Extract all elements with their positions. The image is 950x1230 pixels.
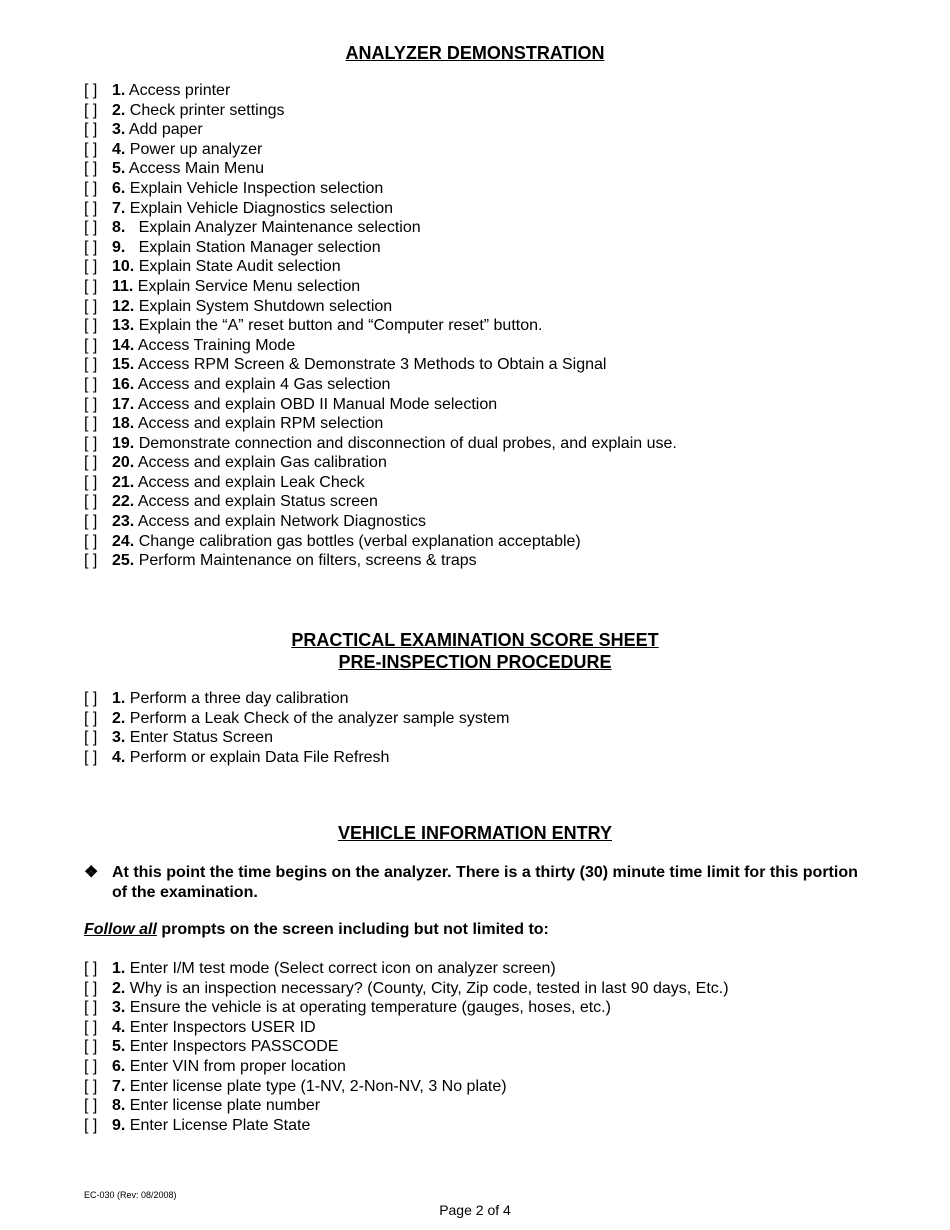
item-text: Access and explain RPM selection bbox=[134, 415, 384, 433]
item-text: Enter license plate number bbox=[125, 1097, 321, 1115]
checkbox-brackets[interactable]: [ ] bbox=[84, 1077, 98, 1095]
checklist-item bbox=[84, 709, 510, 729]
checkbox-brackets[interactable]: [ ] bbox=[84, 199, 98, 217]
item-number: 3. bbox=[112, 999, 126, 1017]
item-number: 17. bbox=[112, 395, 135, 413]
item-number: 4. bbox=[112, 1018, 126, 1036]
item-text: Demonstrate connection and disconnection of dual probes, and explain use. bbox=[134, 434, 677, 452]
checklist-item bbox=[84, 238, 677, 258]
checklist-item bbox=[84, 179, 677, 199]
vehicle-information-checklist bbox=[84, 959, 729, 1135]
diamond-bullet-icon: ❖ bbox=[84, 864, 99, 881]
checklist-item bbox=[84, 998, 729, 1018]
checkbox-brackets[interactable]: [ ] bbox=[84, 552, 98, 570]
checklist-item bbox=[84, 218, 677, 238]
item-number: 2. bbox=[112, 101, 126, 119]
analyzer-demonstration-title: ANALYZER DEMONSTRATION bbox=[345, 43, 605, 63]
item-text: Perform a three day calibration bbox=[125, 690, 349, 707]
item-number: 9. bbox=[112, 1116, 126, 1134]
item-number: 8. bbox=[112, 219, 126, 237]
checkbox-brackets[interactable]: [ ] bbox=[84, 140, 98, 158]
checkbox-brackets[interactable]: [ ] bbox=[84, 434, 98, 452]
checkbox-brackets[interactable]: [ ] bbox=[84, 121, 98, 139]
checklist-item bbox=[84, 375, 677, 395]
checklist-item bbox=[84, 434, 677, 454]
item-number: 14. bbox=[112, 336, 135, 354]
checkbox-brackets[interactable]: [ ] bbox=[84, 960, 98, 977]
checkbox-brackets[interactable]: [ ] bbox=[84, 513, 98, 531]
item-text: Explain State Audit selection bbox=[134, 258, 341, 276]
checkbox-brackets[interactable]: [ ] bbox=[84, 277, 98, 295]
form-revision-id: EC-030 (Rev: 08/2008) bbox=[84, 1190, 177, 1200]
item-text: Access and explain Network Diagnostics bbox=[134, 513, 426, 531]
item-text: Explain Vehicle Inspection selection bbox=[125, 179, 384, 197]
item-number: 6. bbox=[112, 1057, 126, 1075]
item-number: 19. bbox=[112, 434, 135, 452]
item-text: Access printer bbox=[125, 82, 231, 99]
checklist-item bbox=[84, 1096, 729, 1116]
checklist-item bbox=[84, 199, 677, 219]
checklist-item bbox=[84, 551, 677, 571]
item-number: 22. bbox=[112, 493, 135, 511]
item-text: Enter Inspectors USER ID bbox=[125, 1018, 316, 1036]
time-limit-text: At this point the time begins on the analyzer. There is a thirty (30) minute time limit for this portion of the examination. bbox=[112, 864, 858, 901]
checklist-item bbox=[84, 453, 677, 473]
checkbox-brackets[interactable]: [ ] bbox=[84, 238, 98, 256]
item-number: 18. bbox=[112, 415, 135, 433]
item-text: Access Training Mode bbox=[134, 336, 296, 354]
checkbox-brackets[interactable]: [ ] bbox=[84, 979, 98, 997]
item-number: 23. bbox=[112, 513, 135, 531]
item-text: Perform a Leak Check of the analyzer sample system bbox=[125, 709, 510, 727]
checkbox-brackets[interactable]: [ ] bbox=[84, 297, 98, 315]
vehicle-information-title: VEHICLE INFORMATION ENTRY bbox=[338, 823, 612, 843]
checkbox-brackets[interactable]: [ ] bbox=[84, 160, 98, 178]
item-text: Check printer settings bbox=[125, 101, 285, 119]
item-text: Access and explain Status screen bbox=[134, 493, 378, 511]
item-text: Enter License Plate State bbox=[125, 1116, 311, 1134]
checklist-item bbox=[84, 1116, 729, 1136]
checkbox-brackets[interactable]: [ ] bbox=[84, 179, 98, 197]
item-number: 7. bbox=[112, 199, 126, 217]
item-number: 6. bbox=[112, 179, 126, 197]
checklist-item bbox=[84, 492, 677, 512]
item-number: 13. bbox=[112, 317, 135, 335]
checklist-item bbox=[84, 81, 677, 101]
item-number: 4. bbox=[112, 748, 126, 766]
item-text: Ensure the vehicle is at operating temperature (gauges, hoses, etc.) bbox=[125, 999, 611, 1017]
checkbox-brackets[interactable]: [ ] bbox=[84, 82, 98, 99]
item-number: 1. bbox=[112, 960, 126, 977]
item-text: Access and explain 4 Gas selection bbox=[134, 375, 391, 393]
item-text: Add paper bbox=[125, 121, 203, 139]
item-number: 5. bbox=[112, 1038, 126, 1056]
item-number: 2. bbox=[112, 709, 126, 727]
checklist-item bbox=[84, 257, 677, 277]
checklist-item bbox=[84, 355, 677, 375]
checkbox-brackets[interactable]: [ ] bbox=[84, 690, 98, 707]
item-number: 25. bbox=[112, 552, 135, 570]
score-sheet-title: PRACTICAL EXAMINATION SCORE SHEET bbox=[291, 630, 659, 650]
checkbox-brackets[interactable]: [ ] bbox=[84, 1116, 98, 1134]
checklist-item bbox=[84, 979, 729, 999]
checklist-item bbox=[84, 1018, 729, 1038]
item-text: Why is an inspection necessary? (County, City, Zip code, tested in last 90 days, Etc.) bbox=[125, 979, 729, 997]
checklist-item bbox=[84, 120, 677, 140]
checkbox-brackets[interactable]: [ ] bbox=[84, 1038, 98, 1056]
checklist-item bbox=[84, 959, 729, 979]
checklist-item bbox=[84, 1057, 729, 1077]
checkbox-brackets[interactable]: [ ] bbox=[84, 748, 98, 766]
item-number: 5. bbox=[112, 160, 126, 178]
item-number: 8. bbox=[112, 1097, 126, 1115]
checklist-item bbox=[84, 689, 510, 709]
item-text: Access and explain Gas calibration bbox=[134, 454, 387, 472]
item-number: 7. bbox=[112, 1077, 126, 1095]
item-number: 3. bbox=[112, 729, 126, 747]
checkbox-brackets[interactable]: [ ] bbox=[84, 493, 98, 511]
checklist-item bbox=[84, 748, 510, 768]
checkbox-brackets[interactable]: [ ] bbox=[84, 336, 98, 354]
checklist-item bbox=[84, 297, 677, 317]
checklist-item bbox=[84, 316, 677, 336]
item-number: 10. bbox=[112, 258, 135, 276]
follow-prompts-text: prompts on the screen including but not limited to: bbox=[156, 921, 549, 938]
checkbox-brackets[interactable]: [ ] bbox=[84, 454, 98, 472]
checkbox-brackets[interactable]: [ ] bbox=[84, 1057, 98, 1075]
pre-inspection-checklist bbox=[84, 689, 510, 767]
checklist-item bbox=[84, 473, 677, 493]
checkbox-brackets[interactable]: [ ] bbox=[84, 532, 98, 550]
checkbox-brackets[interactable]: [ ] bbox=[84, 999, 98, 1017]
item-number: 24. bbox=[112, 532, 135, 550]
item-number: 2. bbox=[112, 979, 126, 997]
item-text: Change calibration gas bottles (verbal explanation acceptable) bbox=[134, 532, 581, 550]
checkbox-brackets[interactable]: [ ] bbox=[84, 317, 98, 335]
item-text: Enter VIN from proper location bbox=[125, 1057, 346, 1075]
checkbox-brackets[interactable]: [ ] bbox=[84, 101, 98, 119]
checklist-item bbox=[84, 1037, 729, 1057]
item-text: Explain Service Menu selection bbox=[133, 277, 361, 295]
follow-all-emphasis: Follow all bbox=[84, 921, 157, 938]
checklist-item bbox=[84, 532, 677, 552]
item-number: 20. bbox=[112, 454, 135, 472]
item-text: Perform or explain Data File Refresh bbox=[125, 748, 390, 766]
checklist-item bbox=[84, 512, 677, 532]
checkbox-brackets[interactable]: [ ] bbox=[84, 1018, 98, 1036]
item-text: Enter Status Screen bbox=[125, 729, 273, 747]
checkbox-brackets[interactable]: [ ] bbox=[84, 415, 98, 433]
item-text: Access and explain Leak Check bbox=[134, 473, 365, 491]
item-number: 21. bbox=[112, 473, 135, 491]
checkbox-brackets[interactable]: [ ] bbox=[84, 709, 98, 727]
checklist-item bbox=[84, 414, 677, 434]
item-text: Explain Analyzer Maintenance selection bbox=[125, 219, 421, 237]
item-text: Enter I/M test mode (Select correct icon on analyzer screen) bbox=[125, 960, 556, 977]
checklist-item bbox=[84, 101, 677, 121]
checklist-item bbox=[84, 140, 677, 160]
item-text: Access and explain OBD II Manual Mode selection bbox=[134, 395, 498, 413]
item-text: Access Main Menu bbox=[125, 160, 265, 178]
checkbox-brackets[interactable]: [ ] bbox=[84, 258, 98, 276]
item-number: 11. bbox=[112, 277, 134, 295]
checklist-item bbox=[84, 159, 677, 179]
checkbox-brackets[interactable]: [ ] bbox=[84, 395, 98, 413]
checkbox-brackets[interactable]: [ ] bbox=[84, 473, 98, 491]
item-number: 12. bbox=[112, 297, 135, 315]
item-number: 16. bbox=[112, 375, 135, 393]
item-text: Perform Maintenance on filters, screens & traps bbox=[134, 552, 477, 570]
page-number: Page 2 of 4 bbox=[439, 1202, 511, 1218]
item-text: Access RPM Screen & Demonstrate 3 Methods to Obtain a Signal bbox=[134, 356, 607, 374]
time-limit-note bbox=[84, 863, 864, 905]
item-number: 1. bbox=[112, 82, 126, 99]
item-number: 9. bbox=[112, 238, 126, 256]
checkbox-brackets[interactable]: [ ] bbox=[84, 1097, 98, 1115]
item-text: Power up analyzer bbox=[125, 140, 263, 158]
checkbox-brackets[interactable]: [ ] bbox=[84, 219, 98, 237]
follow-prompts-instruction bbox=[84, 920, 549, 940]
checklist-item bbox=[84, 728, 510, 748]
item-text: Explain System Shutdown selection bbox=[134, 297, 393, 315]
pre-inspection-title: PRE-INSPECTION PROCEDURE bbox=[338, 652, 612, 672]
analyzer-checklist bbox=[84, 81, 677, 571]
item-text: Explain the “A” reset button and “Computer reset” button. bbox=[134, 317, 543, 335]
item-number: 4. bbox=[112, 140, 126, 158]
item-text: Enter Inspectors PASSCODE bbox=[125, 1038, 339, 1056]
item-text: Explain Station Manager selection bbox=[125, 238, 381, 256]
checklist-item bbox=[84, 336, 677, 356]
item-number: 3. bbox=[112, 121, 126, 139]
checklist-item bbox=[84, 277, 677, 297]
item-text: Enter license plate type (1-NV, 2-Non-NV, 3 No plate) bbox=[125, 1077, 507, 1095]
checkbox-brackets[interactable]: [ ] bbox=[84, 729, 98, 747]
checklist-item bbox=[84, 1077, 729, 1097]
item-text: Explain Vehicle Diagnostics selection bbox=[125, 199, 394, 217]
checkbox-brackets[interactable]: [ ] bbox=[84, 375, 98, 393]
checkbox-brackets[interactable]: [ ] bbox=[84, 356, 98, 374]
item-number: 15. bbox=[112, 356, 135, 374]
item-number: 1. bbox=[112, 690, 126, 707]
checklist-item bbox=[84, 395, 677, 415]
